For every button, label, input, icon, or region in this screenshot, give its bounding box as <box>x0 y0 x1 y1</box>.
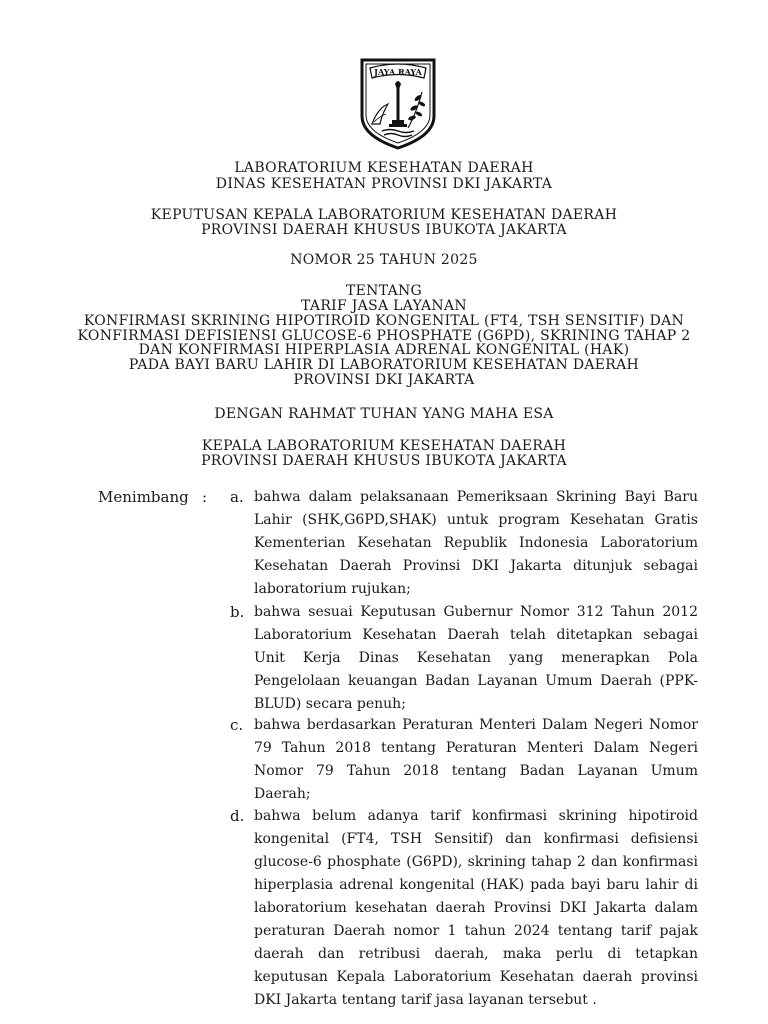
decree-line-1: KEPUTUSAN KEPALA LABORATORIUM KESEHATAN DAERAH <box>150 207 618 223</box>
considering-label: Menimbang <box>98 488 189 506</box>
item-line: DKI Jakarta tentang tarif jasa layanan tersebut . <box>254 992 597 1008</box>
item-line: Nomor 79 Tahun 2018 tentang Badan Layanan Umum <box>254 763 698 779</box>
institution-line-1: LABORATORIUM KESEHATAN DAERAH <box>234 160 534 176</box>
item-line: bahwa sesuai Keputusan Gubernur Nomor 312 Tahun 2012 <box>254 604 698 620</box>
item-line: bahwa berdasarkan Peraturan Menteri Dalam Negeri Nomor <box>254 717 698 733</box>
subject-line: KONFIRMASI DEFISIENSI GLUCOSE-6 PHOSPHATE (G6PD), SKRINING TAHAP 2 <box>77 328 691 344</box>
item-line: keputusan Kepala Laboratorium Kesehatan daerah provinsi <box>254 969 698 985</box>
item-letter: a. <box>230 488 244 506</box>
subject-line: PROVINSI DKI JAKARTA <box>293 372 475 388</box>
authority-line-2: PROVINSI DAERAH KHUSUS IBUKOTA JAKARTA <box>201 453 567 469</box>
item-line: Lahir (SHK,G6PD,SHAK) untuk program Kesehatan Gratis <box>254 512 698 528</box>
item-line: bahwa dalam pelaksanaan Pemeriksaan Skrining Bayi Baru <box>254 489 698 505</box>
item-line: laboratorium rujukan; <box>254 581 411 597</box>
item-line: hiperplasia adrenal kongenital (HAK) pada bayi baru lahir di <box>254 877 698 893</box>
item-line: BLUD) secara penuh; <box>254 696 406 712</box>
item-line: Kesehatan Daerah Provinsi DKI Jakarta ditunjuk sebagai <box>254 558 698 574</box>
subject-line: KONFIRMASI SKRINING HIPOTIROID KONGENITAL (FT4, TSH SENSITIF) DAN <box>83 313 685 329</box>
considering-colon: : <box>202 488 208 506</box>
decree-number: NOMOR 25 TAHUN 2025 <box>290 252 478 268</box>
jakarta-emblem-icon <box>358 58 438 150</box>
subject-about: TENTANG <box>345 283 423 299</box>
item-line: bahwa belum adanya tarif konfirmasi skrining hipotiroid <box>254 808 698 824</box>
item-line: Kementerian Kesehatan Republik Indonesia Laboratorium <box>254 535 698 551</box>
item-letter: b. <box>230 603 245 621</box>
item-line: Pengelolaan keuangan Badan Layanan Umum Daerah (PPK- <box>254 673 698 689</box>
item-letter: d. <box>230 807 245 825</box>
item-line: peraturan Daerah nomor 1 tahun 2024 tentang tarif pajak <box>254 923 698 939</box>
subject-line: DAN KONFIRMASI HIPERPLASIA ADRENAL KONGENITAL (HAK) <box>138 342 630 358</box>
authority-line-1: KEPALA LABORATORIUM KESEHATAN DAERAH <box>201 438 567 454</box>
item-line: glucose-6 phosphate (G6PD), skrining tahap 2 dan konfirmasi <box>254 854 698 870</box>
item-line: Unit Kerja Dinas Kesehatan yang menerapkan Pola <box>254 650 698 666</box>
emblem-banner-text: JAYA RAYA <box>374 67 422 77</box>
subject-line: TARIF JASA LAYANAN <box>301 298 467 314</box>
invocation: DENGAN RAHMAT TUHAN YANG MAHA ESA <box>214 406 554 422</box>
item-line: daerah dan retribusi daerah, maka perlu di tetapkan <box>254 946 698 962</box>
item-letter: c. <box>230 716 244 734</box>
subject-line: PADA BAYI BARU LAHIR DI LABORATORIUM KESEHATAN DAERAH <box>128 357 640 373</box>
institution-line-2: DINAS KESEHATAN PROVINSI DKI JAKARTA <box>215 176 553 192</box>
decree-line-2: PROVINSI DAERAH KHUSUS IBUKOTA JAKARTA <box>201 222 567 238</box>
item-line: kongenital (FT4, TSH Sensitif) dan konfirmasi defisiensi <box>254 831 698 847</box>
item-line: Laboratorium Kesehatan Daerah telah ditetapkan sebagai <box>254 627 698 643</box>
item-line: Daerah; <box>254 786 311 802</box>
item-line: laboratorium kesehatan daerah Provinsi DKI Jakarta dalam <box>254 900 698 916</box>
item-line: 79 Tahun 2018 tentang Peraturan Menteri Dalam Negeri <box>254 740 698 756</box>
